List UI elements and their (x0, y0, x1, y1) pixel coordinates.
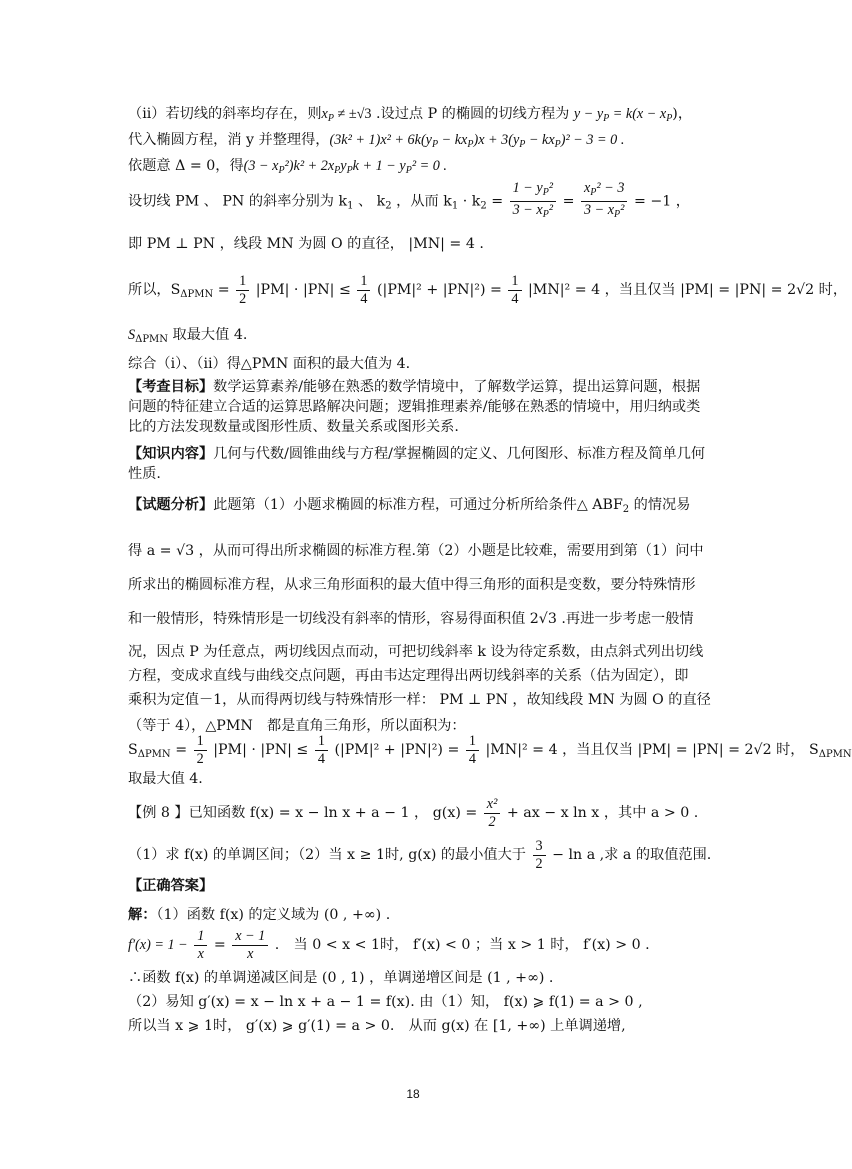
text: = (170, 742, 188, 758)
text: 取最大值 4. (168, 327, 248, 343)
numerator: 1 (315, 733, 328, 751)
text-line (128, 835, 712, 875)
numerator: 1 (194, 928, 207, 946)
text: − ln a ,求 a 的取值范围. (552, 847, 712, 863)
text: = (213, 937, 226, 953)
fraction (508, 273, 521, 308)
text-line (128, 104, 708, 129)
text: 、 k (353, 193, 386, 210)
math: − kx (525, 132, 555, 148)
section-tag: 【考查目标】 (128, 379, 214, 395)
text-line: （等于 4），△PMN 都是直角三角形，所以面积为： (128, 718, 466, 734)
text: · k (458, 193, 481, 210)
text: 所以，S (128, 282, 181, 298)
text: = (562, 193, 575, 210)
text-line (128, 793, 708, 833)
denominator: 2 (239, 290, 247, 307)
math: y (340, 158, 347, 174)
text: 几何与代数/圆锥曲线与方程/掌握椭圆的定义、几何图形、标准方程及简单几何性质. (128, 446, 706, 482)
denominator: x (197, 945, 204, 962)
text-line: 所以当 x ⩾ 1时， g′(x) ⩾ g′(1) = a > 0. 从而 g(x) 在 [1, +∞) 上单调递增, (128, 1018, 626, 1034)
math-subscript: P (554, 139, 561, 150)
text-line: 况，因点 P 为任意点，两切线因点而动，可把切线斜率 k 设为待定系数，由点斜式列出切线 (128, 644, 704, 660)
text-line: 乘积为定值－1，从而得两切线与特殊情形一样： PM ⊥ PN ，故知线段 MN 为圆 O 的直径 (128, 692, 711, 708)
math-subscript: P (334, 165, 341, 176)
subscript: P (590, 187, 597, 198)
text: |PM| · |PN| ≤ (255, 282, 351, 298)
text: + ax − x ln x ，其中 a > 0 . (506, 805, 699, 821)
math: y − y (573, 106, 604, 122)
paragraph (128, 444, 708, 484)
text: )， (672, 106, 693, 122)
math: (3k² + 1)x² + 6k(y (329, 132, 432, 148)
text: 依题意 Δ = 0，得 (128, 158, 244, 174)
math-subscript: P (346, 165, 353, 176)
math: − kx (438, 132, 468, 148)
fraction (315, 733, 328, 768)
numerator: 1 (236, 273, 249, 291)
text-line: 即 PM ⊥ PN ，线段 MN 为圆 O 的直径， |MN| = 4 . (128, 236, 484, 252)
text: 的情况易 (629, 497, 691, 513)
subscript: ΔPMN (137, 749, 171, 760)
text: （ii）若切线的斜率均存在，则 (128, 106, 322, 122)
text: （1）求 f(x) 的单调区间；（2）当 x ≥ 1时, g(x) 的最小值大于 (128, 847, 526, 863)
text: 此题第（1）小题求椭圆的标准方程，可通过分析所给条件△ ABF (213, 497, 623, 513)
text: |PM| · |PN| ≤ (213, 742, 309, 758)
text: |MN|² = 4 ，当且仅当 |PM| = |PN| = 2√2 时， (528, 282, 848, 298)
numerator: 3 (533, 838, 546, 856)
text: . 当 0 < x < 1时， f′(x) < 0 ；当 x > 1 时， f′(x) > 0 . (274, 937, 650, 953)
fraction (510, 180, 556, 223)
fraction (466, 733, 479, 768)
math: ² = 0 . (411, 158, 447, 174)
math: ≠ ±√3 (333, 106, 372, 122)
paragraph (128, 377, 708, 437)
math: S (128, 327, 136, 343)
text-line: 取最大值 4. (128, 771, 203, 787)
math-subscript: P (666, 113, 673, 124)
math: )² − 3 = 0 . (560, 132, 625, 148)
text: 设切线 PM 、 PN 的斜率分别为 k (128, 193, 348, 210)
fraction (232, 928, 268, 963)
text: S (128, 742, 138, 758)
numerator: 1 (194, 733, 207, 751)
text: ，从而 k (391, 193, 452, 210)
denominator: 2 (488, 813, 496, 830)
subscript: P (542, 187, 549, 198)
text: = −1 ， (633, 193, 690, 210)
math: )x + 3(y (473, 132, 520, 148)
math-subscript: P (603, 113, 610, 124)
fraction (533, 838, 546, 873)
numerator: 1 (508, 273, 521, 291)
numerator: x − 1 (232, 928, 268, 946)
section-tag: 【试题分析】 (128, 497, 214, 513)
text: 【例 8 】已知函数 f(x) = x − ln x + a − 1 ， g(x) = (128, 805, 478, 821)
text: |MN|² = 4 ，当且仅当 |PM| = |PN| = 2√2 时， S (485, 742, 819, 758)
text-line: 所求出的椭圆标准方程，从求三角形面积的最大值中得三角形的面积是变数，要分特殊情形 (128, 577, 696, 593)
math-subscript: P (431, 139, 439, 150)
numerator: 1 (466, 733, 479, 751)
text: (|PM|² + |PN|²) = (334, 742, 460, 758)
text-line (128, 130, 708, 155)
text-line (128, 270, 848, 310)
math: ²)k² + 2x (284, 158, 335, 174)
math: = k(x − x (609, 106, 667, 122)
math-subscript: P (467, 139, 474, 150)
numerator: x (583, 180, 591, 196)
math: k + 1 − y (352, 158, 406, 174)
denominator: 4 (360, 290, 368, 307)
text-line (128, 156, 708, 181)
subscript: P (542, 209, 549, 220)
fraction (236, 273, 249, 308)
text: (|PM|² + |PN|²) = (377, 282, 502, 298)
math: f′(x) = 1 − (128, 937, 188, 953)
numerator: 1 − y (512, 180, 543, 196)
fraction (581, 180, 627, 223)
subscript: 1 (347, 200, 354, 212)
denominator: 4 (511, 290, 519, 307)
math-subscript: P (278, 165, 285, 176)
numerator: ² − 3 (596, 180, 625, 196)
text-line (128, 180, 708, 220)
math-subscript: P (405, 165, 412, 176)
section-tag: 【知识内容】 (128, 446, 214, 462)
subscript: 2 (622, 504, 630, 515)
section-heading: 【正确答案】 (128, 878, 214, 894)
denominator: 2 (535, 855, 543, 872)
text-line (128, 495, 708, 520)
denominator: 2 (196, 750, 204, 767)
text: = (486, 193, 504, 210)
denominator: ² (620, 202, 625, 218)
text-line: 方程，变成求直线与曲线交点问题，再由韦达定理得出两切线斜率的关系（估为固定），即 (128, 668, 689, 684)
text-line: ∴函数 f(x) 的单调递减区间是 (0 , 1) ，单调递增区间是 (1 , +∞) . (128, 970, 554, 986)
text-line: 得 a = √3 ，从而可得出所求椭圆的标准方程.第（2）小题是比较难，需要用到第（1）问中 (128, 543, 704, 559)
subscript: 2 (385, 200, 392, 212)
subscript: 1 (451, 200, 459, 212)
text-line: 综合（i）、（ii）得△PMN 面积的最大值为 4. (128, 356, 411, 372)
denominator: 4 (317, 750, 325, 767)
numerator: 1 (357, 273, 370, 291)
math-subscript: P (519, 139, 526, 150)
text: 代入椭圆方程，消 y 并整理得， (128, 132, 330, 148)
text-line (128, 925, 708, 965)
math-subscript: P (327, 113, 334, 124)
solution-label: 解： (128, 907, 157, 923)
subscript: ΔPMN (135, 334, 169, 345)
text: （1）函数 f(x) 的定义域为 (0 , +∞) . (156, 907, 391, 923)
denominator: 3 − x (583, 202, 615, 218)
denominator: ² (548, 202, 554, 218)
denominator: x (247, 945, 254, 962)
text: .设过点 P 的椭圆的切线方程为 (371, 106, 574, 122)
numerator: ² (548, 180, 554, 196)
denominator: 3 − x (512, 202, 543, 218)
math: x (321, 106, 328, 122)
text: 数学运算素养/能够在熟悉的数学情境中，了解数学运算，提出运算问题，根据问题的特征建立合适的运算思路解决问题；逻辑推理素养/能够在熟悉的情境中，用归纳或类比的方法发现数量或图形性质、数量关系或图形关系. (128, 379, 701, 435)
text-line: 和一般情形，特殊情形是一切线没有斜率的情形，容易得面积值 2√3 .再进一步考虑一般情 (128, 611, 694, 627)
numerator: x² (484, 796, 501, 814)
text: = (213, 282, 230, 298)
page-number: 18 (406, 1087, 420, 1101)
text-line (128, 905, 708, 925)
subscript: 2 (480, 200, 487, 212)
fraction (484, 796, 501, 831)
subscript: P (614, 209, 621, 220)
subscript: ΔPMN (818, 749, 852, 760)
math: (3 − x (243, 158, 279, 174)
text-line: （2）易知 g′(x) = x − ln x + a − 1 = f(x). 由（1）知， f(x) ⩾ f(1) = a > 0 , (128, 994, 643, 1010)
text-line (128, 325, 708, 350)
fraction (357, 273, 370, 308)
denominator: 4 (468, 750, 476, 767)
fraction (194, 733, 207, 768)
fraction (194, 928, 207, 963)
subscript: ΔPMN (180, 289, 214, 300)
